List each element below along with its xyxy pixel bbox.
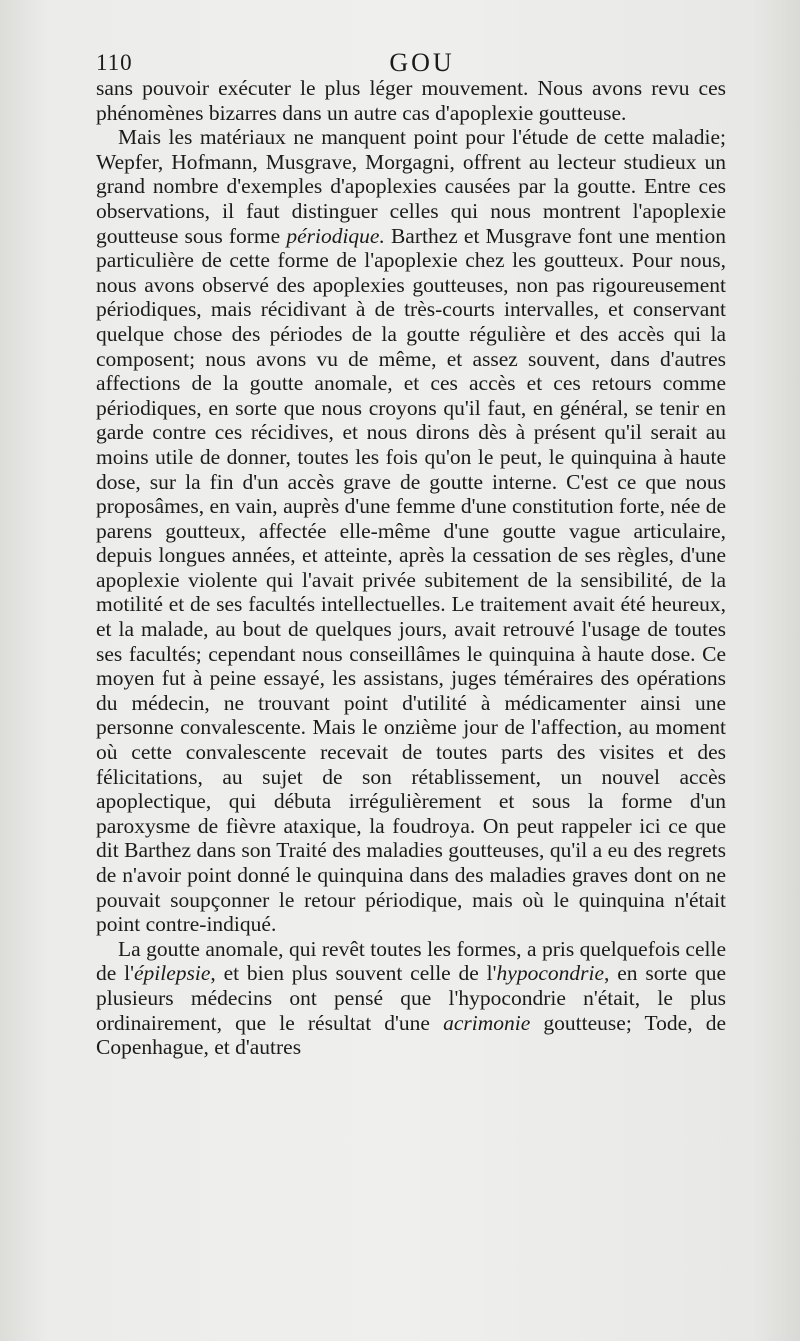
text-segment: Mais les matériaux ne manquent point pour l'étude de cette maladie; Wepfer, Hofmann, Musgrave, Morgagni, offrent au lecteur studieux un grand nombre d'exemples d'apoplexies causées par la goutte. Entre ces observations, il faut distinguer celles qui nous montrent l'apoplexie goutteuse sous forme [96,125,726,248]
text-segment: sans pouvoir exécuter le plus léger mouvement. Nous avons revu ces phénomènes bizarres dans un autre cas d'apoplexie goutteuse. [96,76,726,125]
paragraph-goutte-anomale [96,937,726,1060]
running-title: GOU [389,48,455,77]
paragraph-apoplexie [96,125,726,937]
italic-term: acrimonie [443,1010,531,1035]
italic-term: périodique. [286,223,385,248]
paragraph-continuation [96,76,726,125]
text-segment: , et bien plus souvent celle de l' [210,961,497,986]
text-segment: goutteuse; Tode, de Copenhague, et d'autres [96,1010,726,1060]
italic-term: épilepsie [133,961,211,986]
italic-term: hypocondrie [496,961,604,986]
page-number: 110 [96,50,133,75]
text-segment: La goutte anomale, qui revêt toutes les formes, a pris quelquefois celle de l' [96,936,726,986]
body-text [96,76,726,1060]
text-segment: Barthez et Musgrave font une mention particulière de cette forme de l'apoplexie chez les goutteux. Pour nous, nous avons observé des apoplexies goutteuses, non pas rigoureusement périodiques, mais récidivant à de très-courts intervalles, et conservant quelque chose des périodes de la goutte régulière et des accès qui la composent; nous avons vu de même, et assez souvent, dans d'autres affections de la goutte anomale, et ces accès et ces retours comme périodiques, en sorte que nous croyons qu'il faut, en général, se tenir en garde contre ces récidives, et nous dirons dès à présent qu'il serait au moins utile de donner, toutes les fois qu'on le peut, le quinquina à haute dose, sur la fin d'un accès grave de goutte interne. C'est ce que nous proposâmes, en vain, auprès d'une femme d'une constitution forte, née de parens goutteux, affectée elle-même d'une goutte vague articulaire, depuis longues années, et atteinte, après la cessation de ses règles, d'une apoplexie violente qui l'avait privée subitement de la sensibilité, de la motilité et de ses facultés intellectuelles. Le traitement avait été heureux, et la malade, au bout de quelques jours, avait retrouvé l'usage de toutes ses facultés; cependant nous conseillâmes le quinquina à haute dose. Ce moyen fut à peine essayé, les assistans, juges téméraires des opérations du médecin, ne trouvant point d'utilité à médicamenter ainsi une personne convalescente. Mais le onzième jour de l'affection, au moment où cette convalescente recevait de toutes parts des visites et des félicitations, au sujet de son rétablissement, un nouvel accès apoplectique, qui débuta irrégulièrement et sous la forme d'un paroxysme de fièvre ataxique, la foudroya. On peut rappeler ici ce que dit Barthez dans son Traité des maladies goutteuses, qu'il a eu des regrets de n'avoir point donné le quinquina dans des maladies graves dont on ne pouvait soupçonner le retour périodique, mais où le quinquina n'était point contre-indiqué. [96,223,726,937]
text-segment: , en sorte que plusieurs médecins ont pensé que l'hypocondrie n'était, le plus ordinairement, que le résultat d'une [96,961,726,1035]
